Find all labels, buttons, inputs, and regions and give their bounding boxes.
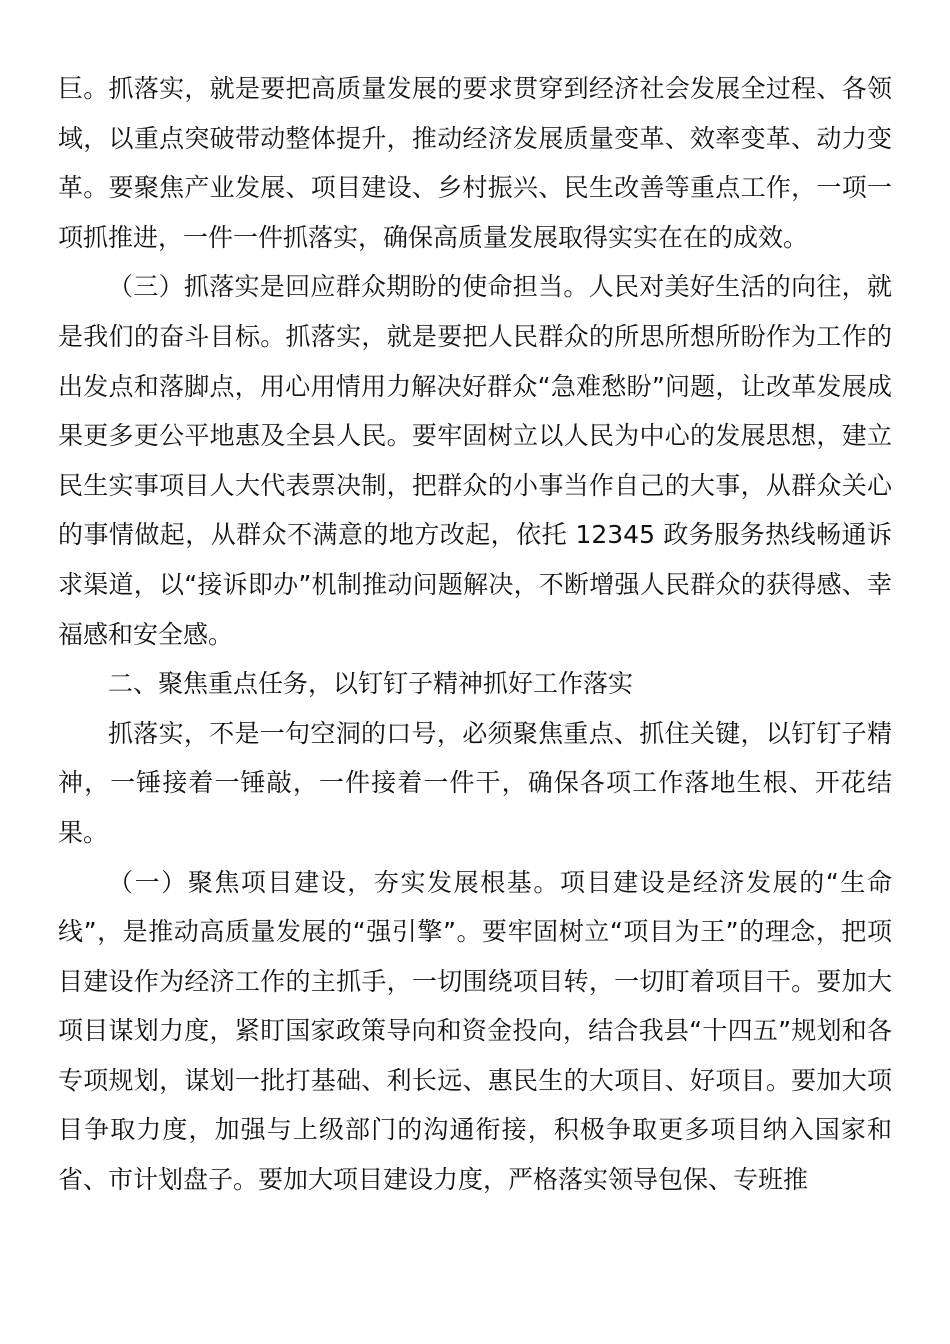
paragraph-subsection-one: （一）聚焦项目建设，夯实发展根基。项目建设是经济发展的“生命线”，是推动高质量发展的“强引擎”。要牢固树立“项目为王”的理念，把项目建设作为经济工作的主抓手，一切围绕项目转，一切盯着项目干。要加大项目谋划力度，紧盯国家政策导向和资金投向，结合我县“十四五”规划和各专项规划，谋划一批打基础、利长远、惠民生的大项目、好项目。要加大项目争取力度，加强与上级部门的沟通衔接，积极争取更多项目纳入国家和省、市计划盘子。要加大项目建设力度，严格落实领导包保、专班推 (58, 867, 893, 1195)
section-heading-two: 二、聚焦重点任务，以钉钉子精神抓好工作落实 (108, 669, 634, 699)
paragraph-continuation: 巨。抓落实，就是要把高质量发展的要求贯穿到经济社会发展全过程、各领域，以重点突破带动整体提升，推动经济发展质量变革、效率变革、动力变革。要聚焦产业发展、项目建设、乡村振兴、民生改善等重点工作，一项一项抓推进，一件一件抓落实，确保高质量发展取得实实在在的成效。 (58, 74, 892, 252)
document-page (58, 64, 892, 1205)
paragraph-section-three: （三）抓落实是回应群众期盼的使命担当。人民对美好生活的向往，就是我们的奋斗目标。抓落实，就是要把人民群众的所思所想所盼作为工作的出发点和落脚点，用心用情用力解决好群众“急难愁盼”问题，让改革发展成果更多更公平地惠及全县人民。要牢固树立以人民为中心的发展思想，建立民生实事项目人大代表票决制，把群众的小事当作自己的大事，从群众关心的事情做起，从群众不满意的地方改起，依托 12345 政务服务热线畅通诉求渠道，以“接诉即办”机制推动问题解决，不断增强人民群众的获得感、幸福感和安全感。 (58, 272, 892, 649)
paragraph-section-two-intro: 抓落实，不是一句空洞的口号，必须聚焦重点、抓住关键，以钉钉子精神，一锤接着一锤敲，一件接着一件干，确保各项工作落地生根、开花结果。 (58, 718, 892, 847)
